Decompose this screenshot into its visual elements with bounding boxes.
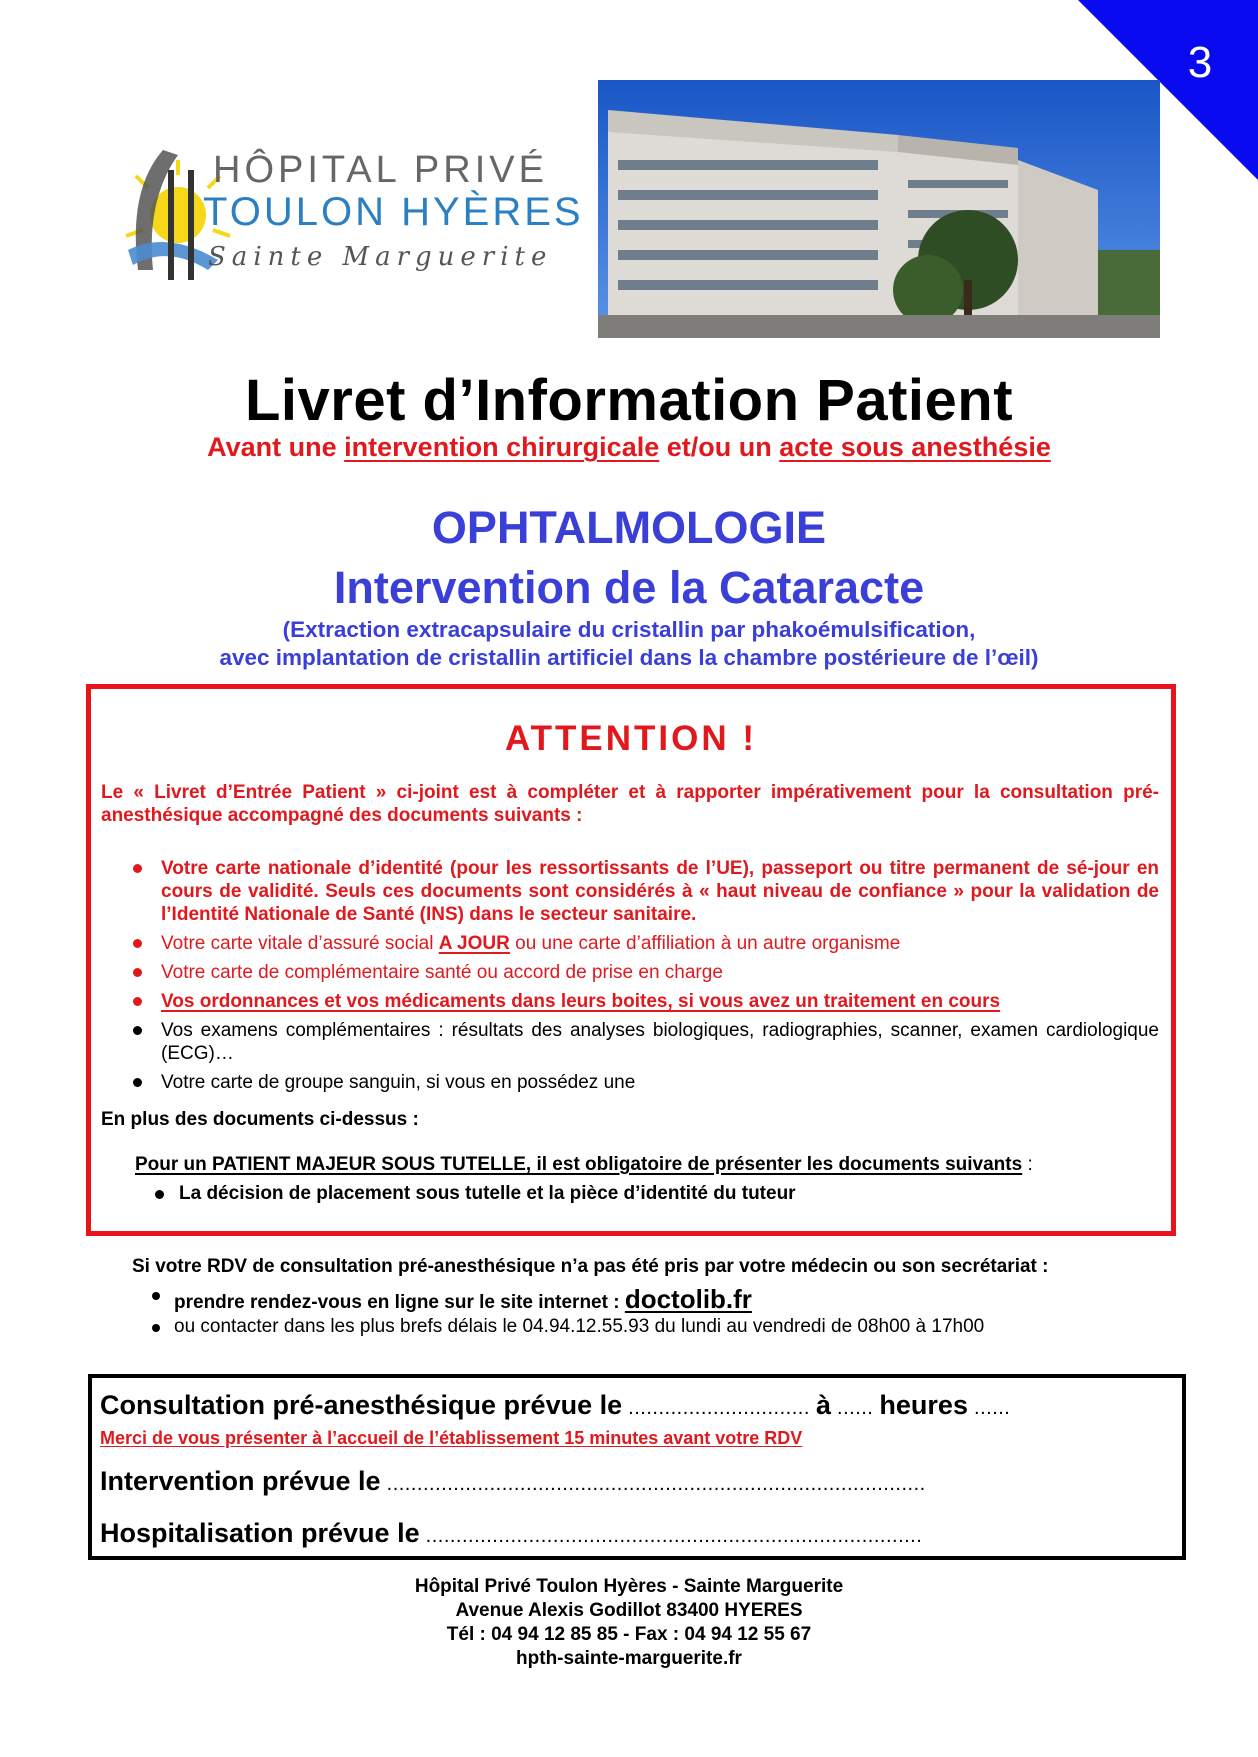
hospitalisation-line (100, 1518, 922, 1549)
tutelle-item (155, 1183, 796, 1205)
bullet-icon (133, 1078, 142, 1087)
bullet-icon (152, 1292, 160, 1300)
footer-address: Avenue Alexis Godillot 83400 HYERES (455, 1600, 803, 1621)
specialty-title: OPHTALMOLOGIE (431, 502, 827, 553)
list-item (131, 990, 1159, 1013)
rdv-online-text: prendre rendez-vous en ligne sur le site internet : (174, 1292, 625, 1313)
list-item-text: Votre carte de complémentaire santé ou accord de prise en charge (161, 962, 723, 983)
rdv-online-item (152, 1284, 752, 1315)
bullet-icon (133, 939, 142, 948)
hospital-building-photo (598, 80, 1160, 338)
list-item (131, 857, 1159, 926)
page-subtitle (0, 432, 1258, 463)
additional-heading: En plus des documents ci-dessus : (101, 1109, 419, 1130)
list-item-text: Vos examens complémentaires : résultats des analyses biologiques, radiographies, scanner, examen cardiologique (ECG)… (161, 1020, 1159, 1064)
consultation-line (100, 1390, 1010, 1421)
rdv-phone-text: ou contacter dans les plus brefs délais le 04.94.12.55.93 du lundi au vendredi de 08h00 à 17h00 (174, 1316, 985, 1337)
bullet-icon (155, 1190, 164, 1199)
procedure-title: Intervention de la Cataracte (333, 562, 925, 613)
bullet-icon (152, 1324, 160, 1332)
procedure-description-1: (Extraction extracapsulaire du cristallin par phakoémulsification, (282, 617, 976, 642)
attention-title: ATTENTION ! (504, 719, 758, 758)
procedure-description-2: avec implantation de cristallin artificiel dans la chambre postérieure de l’œil) (219, 645, 1039, 670)
list-item-text: ou une carte d’affiliation à un autre organisme (509, 933, 901, 954)
list-item-text: Votre carte vitale d’assuré social (161, 933, 439, 954)
subtitle-mid: et/ou un (659, 432, 780, 462)
bullet-icon (133, 864, 142, 873)
bullet-icon (133, 1026, 142, 1035)
appointment-form-box (88, 1374, 1186, 1560)
doctolib-link[interactable]: doctolib.fr (624, 1284, 752, 1314)
subtitle-emph-2: acte sous anesthésie (779, 432, 1051, 462)
logo-line2: TOULON HYÈRES (203, 190, 584, 234)
at-label: à (815, 1390, 831, 1420)
intervention-label: Intervention prévue le (100, 1466, 381, 1496)
attention-intro: Le « Livret d’Entrée Patient » ci-joint est à compléter et à rapporter impérativement pour la consultation pré-anesthésique accompagné des documents suivants : (101, 782, 1159, 826)
list-item (131, 961, 1159, 984)
hospital-logo (108, 130, 588, 300)
consultation-hour-blank[interactable]: ...... (830, 1397, 880, 1419)
attention-box (86, 684, 1176, 1236)
footer-phone: Tél : 04 94 12 85 85 - Fax : 04 94 12 55 67 (446, 1624, 812, 1645)
intervention-line (100, 1466, 926, 1497)
footer-website[interactable]: hpth-sainte-marguerite.fr (516, 1648, 742, 1669)
arrival-notice: Merci de vous présenter à l’accueil de l’établissement 15 minutes avant votre RDV (100, 1428, 803, 1448)
list-item-text: Vos ordonnances et vos médicaments dans leurs boites, si vous avez un traitement en cours (161, 991, 1001, 1012)
subtitle-emph-1: intervention chirurgicale (344, 432, 660, 462)
subtitle-pre: Avant une (207, 432, 345, 462)
tutelle-heading-text: Pour un PATIENT MAJEUR SOUS TUTELLE, il est obligatoire de présenter les documents suivants (135, 1154, 1023, 1175)
rdv-heading: Si votre RDV de consultation pré-anesthésique n’a pas été pris par votre médecin ou son secrétariat : (132, 1256, 1049, 1277)
required-documents-list (131, 857, 1159, 1100)
logo-line3: Sainte Marguerite (208, 242, 553, 272)
page-title: Livret d’Information Patient (244, 368, 1014, 433)
hospitalisation-label: Hospitalisation prévue le (100, 1518, 420, 1548)
list-item-text: Votre carte nationale d’identité (pour les ressortissants de l’UE), passeport ou titre permanent de sé-jour en cours de validité. Seuls ces documents sont considérés à « haut niveau de confiance » pour la validation de l’Identité Nationale de Santé (INS) dans le secteur sanitaire. (161, 858, 1159, 925)
list-item (131, 1019, 1159, 1065)
logo-line1: HÔPITAL PRIVÉ (213, 149, 548, 191)
tutelle-item-text: La décision de placement sous tutelle et la pièce d’identité du tuteur (179, 1183, 796, 1204)
consultation-date-blank[interactable]: .............................. (622, 1397, 816, 1419)
intervention-date-blank[interactable]: ......................................................................................... (380, 1473, 926, 1495)
page-number: 3 (1187, 38, 1213, 87)
consultation-minutes-blank[interactable]: ...... (967, 1397, 1011, 1419)
list-item-emphasis: A JOUR (438, 933, 510, 954)
hours-label: heures (879, 1390, 968, 1420)
hospitalisation-date-blank[interactable]: .................................................................................. (419, 1525, 923, 1547)
footer-hospital-name: Hôpital Privé Toulon Hyères - Sainte Marguerite (414, 1576, 844, 1597)
tutelle-colon: : (1022, 1154, 1033, 1175)
consultation-label: Consultation pré-anesthésique prévue le (100, 1390, 623, 1420)
rdv-phone-item (152, 1316, 984, 1338)
list-item (131, 1071, 1159, 1094)
bullet-icon (133, 997, 142, 1006)
list-item (131, 932, 1159, 955)
tutelle-heading (135, 1154, 1033, 1176)
bullet-icon (133, 968, 142, 977)
list-item-text: Votre carte de groupe sanguin, si vous en possédez une (161, 1072, 636, 1093)
